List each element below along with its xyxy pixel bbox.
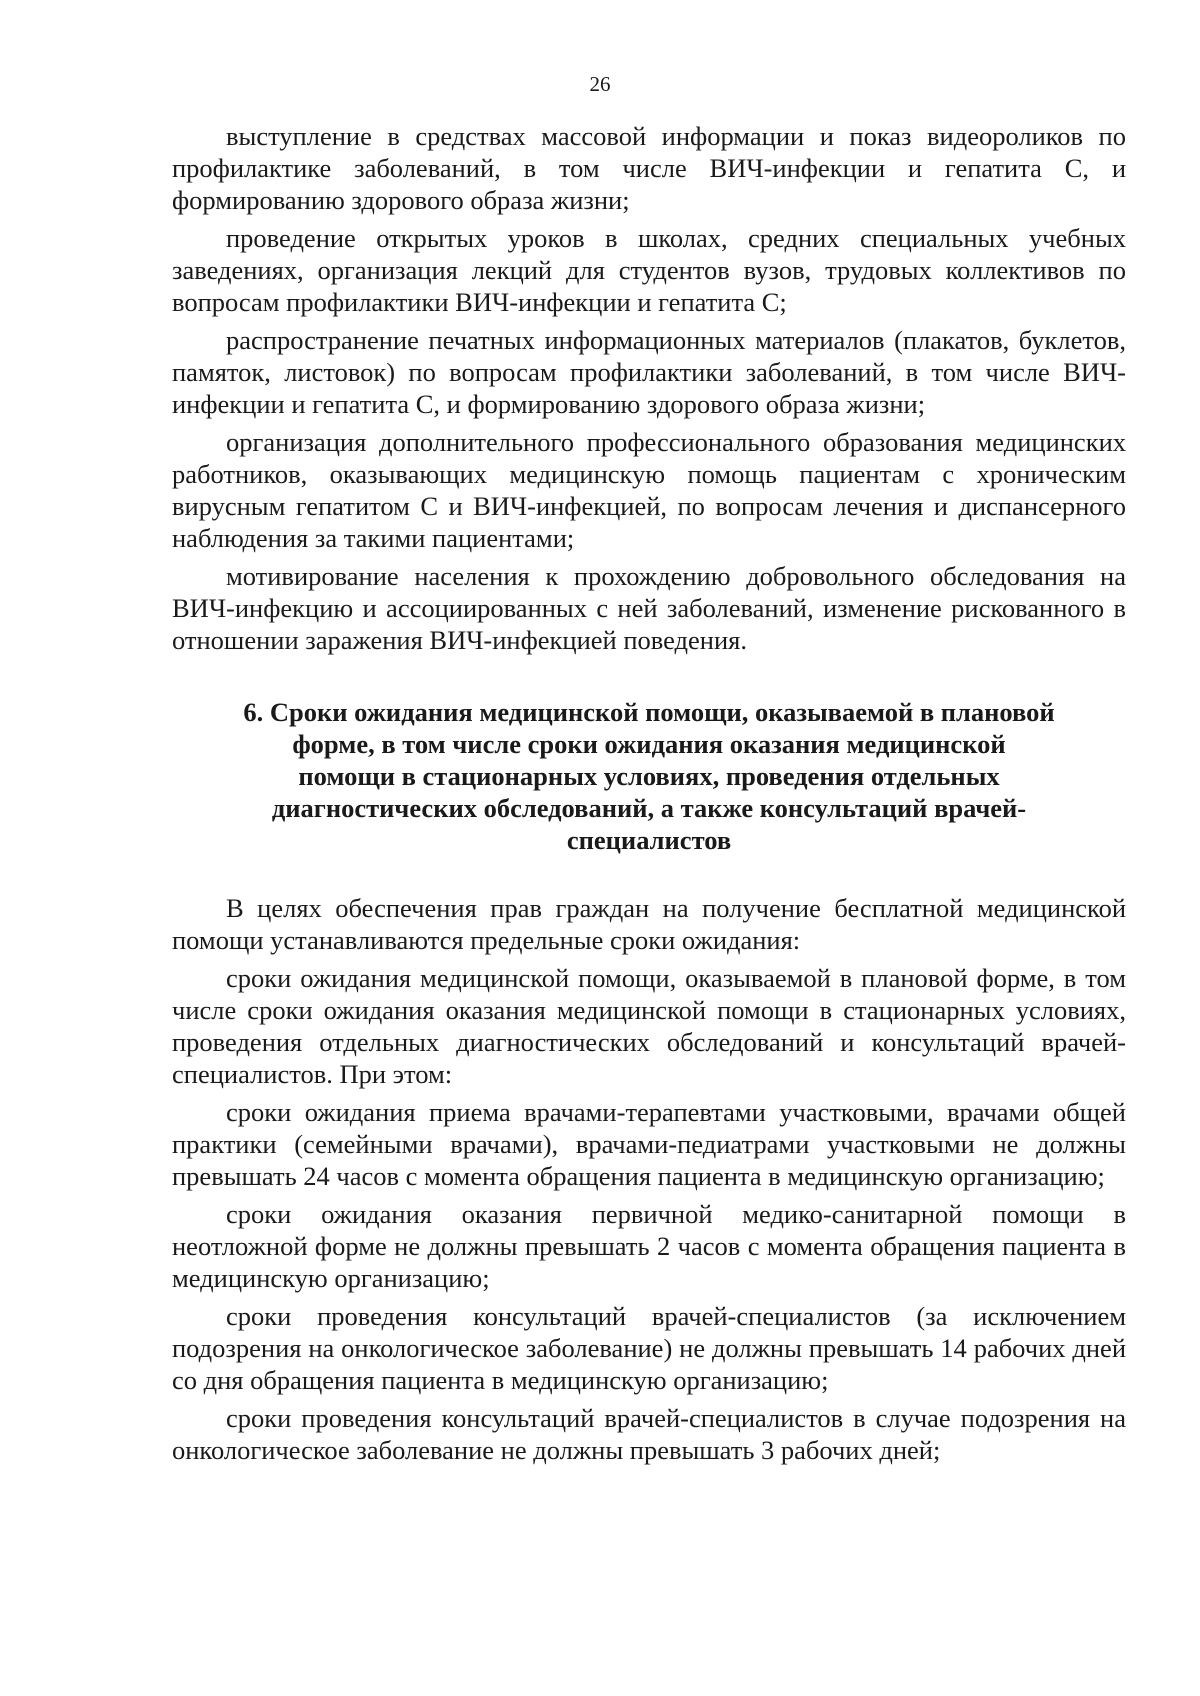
paragraph: сроки ожидания медицинской помощи, оказываемой в плановой форме, в том числе сроки ожидания оказания медицинской помощи в стационарных условиях, проведения отдельных диагностических обследований и консультаций врачей-специалистов. При этом:: [172, 963, 1126, 1089]
paragraph: сроки ожидания оказания первичной медико-санитарной помощи в неотложной форме не должны превышать 2 часов с момента обращения пациента в медицинскую организацию;: [172, 1199, 1126, 1293]
page-number: 26: [589, 72, 611, 96]
paragraph: сроки проведения консультаций врачей-специалистов (за исключением подозрения на онкологическое заболевание) не должны превышать 14 рабочих дней со дня обращения пациента в медицинскую организацию;: [172, 1301, 1126, 1395]
paragraph: мотивирование населения к прохождению добровольного обследования на ВИЧ-инфекцию и ассоциированных с ней заболеваний, изменение рискованного в отношении заражения ВИЧ-инфекцией поведения.: [172, 561, 1126, 655]
paragraph: сроки проведения консультаций врачей-специалистов в случае подозрения на онкологическое заболевание не должны превышать 3 рабочих дней;: [172, 1403, 1126, 1465]
paragraph: выступление в средствах массовой информации и показ видеороликов по профилактике заболеваний, в том числе ВИЧ-инфекции и гепатита С, и формированию здорового образа жизни;: [172, 121, 1126, 215]
document-body: [172, 120, 1126, 1472]
paragraph: распространение печатных информационных материалов (плакатов, буклетов, памяток, листовок) по вопросам профилактики заболеваний, в том числе ВИЧ-инфекции и гепатита С, и формированию здорового образа жизни;: [172, 325, 1126, 419]
paragraph: проведение открытых уроков в школах, средних специальных учебных заведениях, организация лекций для студентов вузов, трудовых коллективов по вопросам профилактики ВИЧ-инфекции и гепатита С;: [172, 223, 1126, 317]
section-heading: 6. Сроки ожидания медицинской помощи, оказываемой в плановой форме, в том числе сроки ожидания оказания медицинской помощи в стационарных условиях, проведения отдельных диагностических обследований, а также консультаций врачей-специалистов: [243, 697, 1055, 855]
paragraph: В целях обеспечения прав граждан на получение бесплатной медицинской помощи устанавливаются предельные сроки ожидания:: [172, 893, 1126, 955]
paragraph: организация дополнительного профессионального образования медицинских работников, оказывающих медицинскую помощь пациентам с хроническим вирусным гепатитом С и ВИЧ-инфекцией, по вопросам лечения и диспансерного наблюдения за такими пациентами;: [172, 427, 1126, 553]
paragraph: сроки ожидания приема врачами-терапевтами участковыми, врачами общей практики (семейными врачами), врачами-педиатрами участковыми не должны превышать 24 часов с момента обращения пациента в медицинскую организацию;: [172, 1097, 1126, 1191]
